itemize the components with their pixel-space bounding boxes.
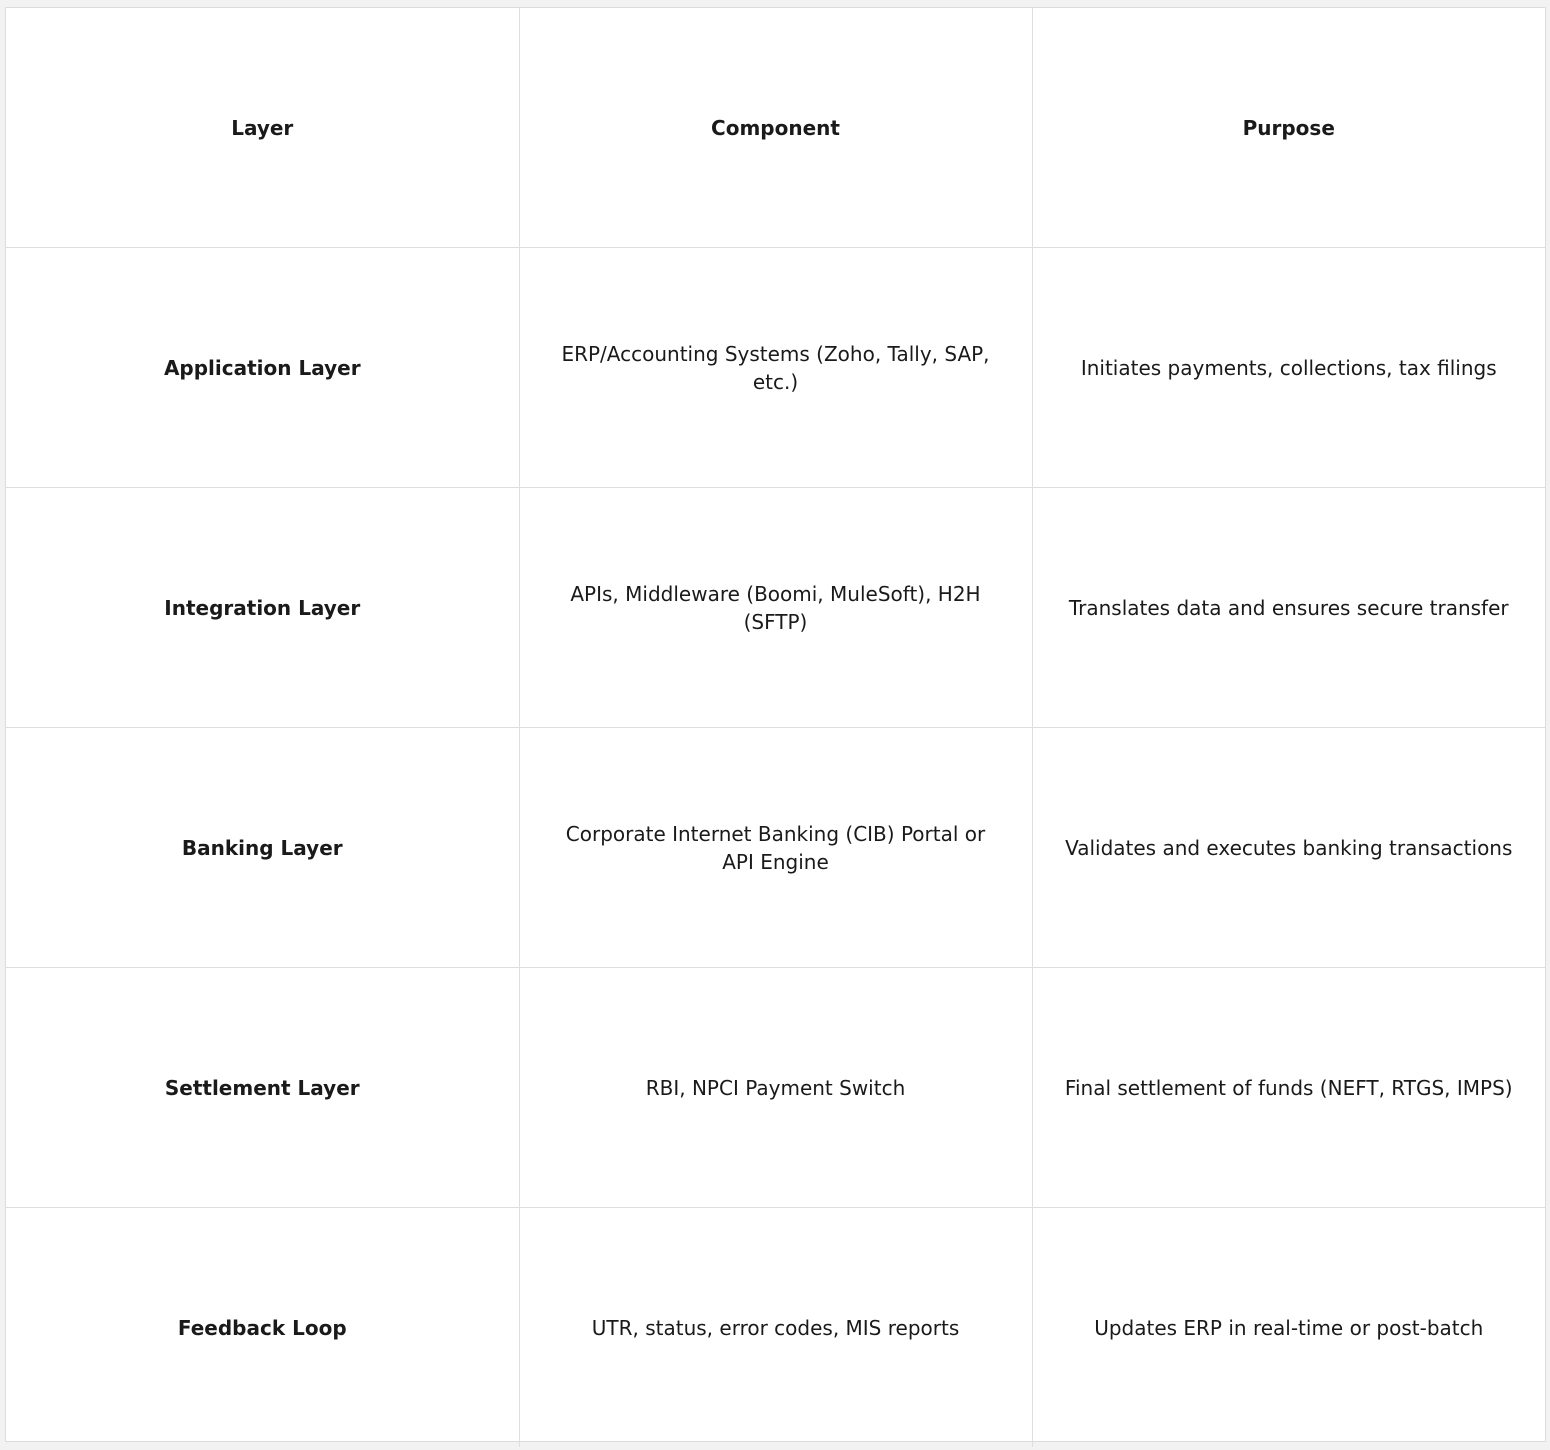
architecture-table-container: [5, 7, 1546, 1442]
layer-cell: Integration Layer: [6, 488, 519, 728]
header-component: Component: [519, 8, 1032, 248]
component-cell: RBI, NPCI Payment Switch: [519, 968, 1032, 1208]
component-cell: Corporate Internet Banking (CIB) Portal or API Engine: [519, 728, 1032, 968]
purpose-cell: Final settlement of funds (NEFT, RTGS, IMPS): [1032, 968, 1545, 1208]
purpose-cell: Initiates payments, collections, tax filings: [1032, 248, 1545, 488]
purpose-cell: Validates and executes banking transactions: [1032, 728, 1545, 968]
purpose-cell: Updates ERP in real-time or post-batch: [1032, 1208, 1545, 1448]
table-row: [6, 968, 1545, 1208]
header-row: [6, 8, 1545, 248]
table-row: [6, 728, 1545, 968]
architecture-table: [6, 8, 1545, 1447]
purpose-cell: Translates data and ensures secure transfer: [1032, 488, 1545, 728]
component-cell: APIs, Middleware (Boomi, MuleSoft), H2H (SFTP): [519, 488, 1032, 728]
table-row: [6, 1208, 1545, 1448]
table-row: [6, 248, 1545, 488]
layer-cell: Application Layer: [6, 248, 519, 488]
header-purpose: Purpose: [1032, 8, 1545, 248]
header-layer: Layer: [6, 8, 519, 248]
component-cell: ERP/Accounting Systems (Zoho, Tally, SAP, etc.): [519, 248, 1032, 488]
layer-cell: Banking Layer: [6, 728, 519, 968]
component-cell: UTR, status, error codes, MIS reports: [519, 1208, 1032, 1448]
layer-cell: Settlement Layer: [6, 968, 519, 1208]
layer-cell: Feedback Loop: [6, 1208, 519, 1448]
table-row: [6, 488, 1545, 728]
